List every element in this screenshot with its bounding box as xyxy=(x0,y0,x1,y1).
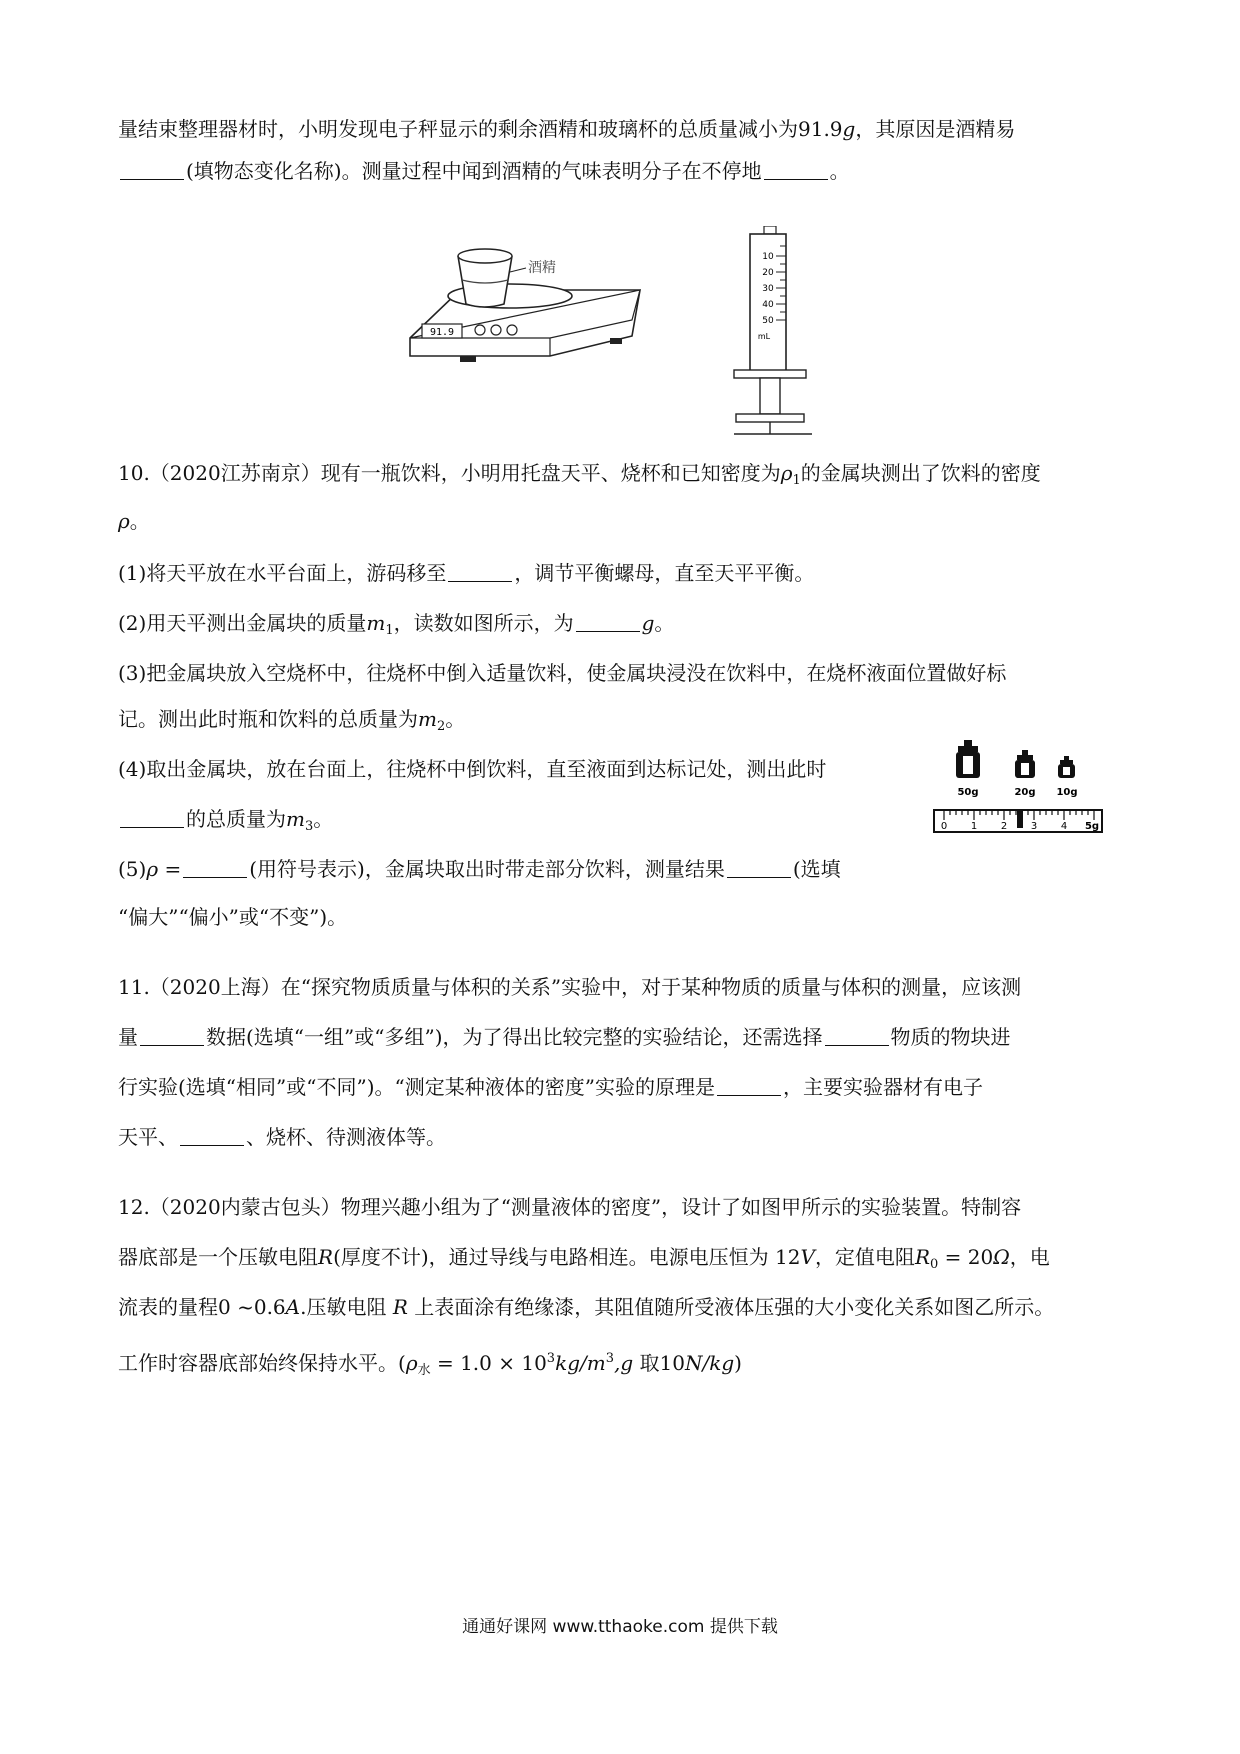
syringe-figure xyxy=(728,226,818,438)
answer-blank[interactable] xyxy=(120,159,184,180)
q9-line-1: 量结束整理器材时，小明发现电子秤显示的剩余酒精和玻璃杯的总质量减小为91.9g，其原因是酒精易 xyxy=(118,117,1016,141)
q12-line-1: 12.（2020内蒙古包头）物理兴趣小组为了“测量液体的密度”，设计了如图甲所示的实验装置。特制容 xyxy=(118,1195,1022,1219)
q10-step-4a: (4)取出金属块，放在台面上，往烧杯中倒饮料，直至液面到达标记处，测出此时 xyxy=(118,757,827,781)
answer-blank[interactable] xyxy=(717,1075,781,1096)
q10-step-2: (2)用天平测出金属块的质量$m_1$，读数如图所示，为 g。 xyxy=(118,611,675,638)
q10-step-5a: (5)ρ = (用符号表示)，金属块取出时带走部分饮料，测量结果 (选填 xyxy=(118,857,841,881)
answer-blank[interactable] xyxy=(576,611,640,632)
syringe-unit: mL xyxy=(757,332,771,341)
syringe-tick: 30 xyxy=(762,284,774,294)
weight-label: 50g xyxy=(957,787,979,798)
q10-step-3b: 记。测出此时瓶和饮料的总质量为$m_2$。 xyxy=(118,707,466,734)
q11-line-3: 行实验(选填“相同”或“不同”)。“测定某种液体的密度”实验的原理是 ，主要实验器材有电子 xyxy=(118,1075,983,1099)
ruler-label: 1 xyxy=(970,821,978,832)
weight-label: 10g xyxy=(1056,787,1078,798)
scale-display: 91.9 xyxy=(429,327,455,338)
answer-blank[interactable] xyxy=(183,857,247,878)
syringe-tick: 50 xyxy=(762,316,774,326)
answer-blank[interactable] xyxy=(727,857,791,878)
q9-line-2: (填物态变化名称)。测量过程中闻到酒精的气味表明分子在不停地 。 xyxy=(118,156,850,186)
answer-blank[interactable] xyxy=(180,1125,244,1146)
q11-line-2: 量 数据(选填“一组”或“多组”)，为了得出比较完整的实验结论，还需选择 物质的物块进 xyxy=(118,1025,1011,1049)
q10-step-4b: 的总质量为$m_3$。 xyxy=(118,804,333,842)
answer-blank[interactable] xyxy=(764,159,828,180)
ruler-label: 3 xyxy=(1030,821,1038,832)
syringe-tick: 40 xyxy=(762,300,774,310)
q10-line-1: 10.（2020江苏南京）现有一瓶饮料，小明用托盘天平、烧杯和已知密度为$\rho_1$的金属块测出了饮料的密度 xyxy=(118,461,1041,488)
electronic-scale-figure xyxy=(400,228,650,398)
q10-step-1: (1)将天平放在水平台面上，游码移至 ，调节平衡螺母，直至天平平衡。 xyxy=(118,561,815,585)
answer-blank[interactable] xyxy=(825,1025,889,1046)
q10-step-3a: (3)把金属块放入空烧杯中，往烧杯中倒入适量饮料，使金属块浸没在饮料中，在烧杯液面位置做好标 xyxy=(118,661,1007,685)
q12-line-4: 工作时容器底部始终保持水平。($\rho_水 = 1.0 \times 10^3kg/m^3,g$ 取10N/kg) xyxy=(118,1351,742,1378)
answer-blank[interactable] xyxy=(448,561,512,582)
alcohol-label: 酒精 xyxy=(528,260,556,276)
q11-line-1: 11.（2020上海）在“探究物质质量与体积的关系”实验中，对于某种物质的质量与体积的测量，应该测 xyxy=(118,975,1022,999)
ruler-label: 5g xyxy=(1084,821,1100,832)
balance-weights-figure xyxy=(930,738,1110,848)
syringe-tick: 20 xyxy=(762,268,774,278)
ruler-label: 0 xyxy=(940,821,948,832)
q11-line-4: 天平、 、烧杯、待测液体等。 xyxy=(118,1125,446,1149)
ruler-label: 4 xyxy=(1060,821,1068,832)
q12-line-3: 流表的量程0 ~0.6A.压敏电阻 R 上表面涂有绝缘漆，其阻值随所受液体压强的大小变化关系如图乙所示。 xyxy=(118,1295,1055,1319)
weight-label: 20g xyxy=(1014,787,1036,798)
answer-blank[interactable] xyxy=(140,1025,204,1046)
syringe-tick: 10 xyxy=(762,252,774,262)
q12-line-2: 器底部是一个压敏电阻R(厚度不计)，通过导线与电路相连。电源电压恒为 12V，定值电阻$R_0 = 20\Omega$，电 xyxy=(118,1245,1050,1272)
q10-step-5b: “偏大”“偏小”或“不变”)。 xyxy=(118,905,348,929)
ruler-label: 2 xyxy=(1000,821,1008,832)
rider-marker xyxy=(1017,810,1023,828)
footer-credit: 通通好课网 www.tthaoke.com 提供下载 xyxy=(462,1617,778,1637)
q10-line-2: ρ。 xyxy=(118,509,150,533)
answer-blank[interactable] xyxy=(120,807,184,828)
